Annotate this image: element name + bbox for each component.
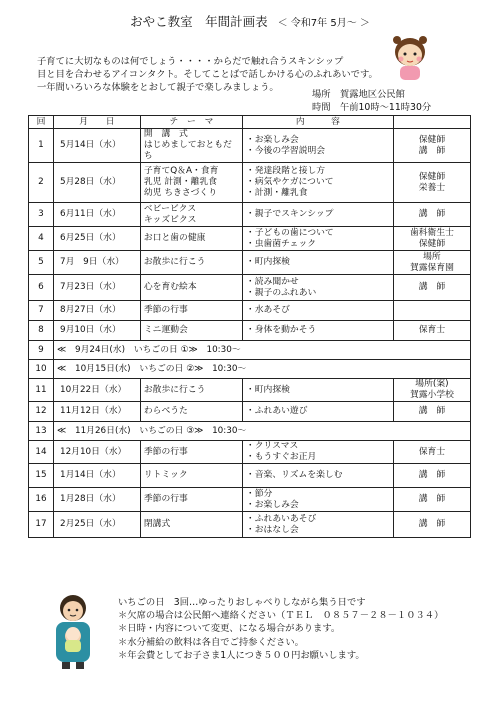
row-number: 13	[29, 422, 54, 441]
row-staff-line: 保健師	[418, 171, 446, 182]
row-theme-line: キッズビクス	[143, 214, 197, 225]
row-content	[242, 321, 393, 341]
row-number: 8	[29, 321, 54, 341]
intro-line: 一年間いろいろな体験をとおして親子で楽しみましょう。	[37, 82, 279, 93]
special-event-text: ≪ 11月26日(水) いちごの日 ③≫ 10:30～	[53, 422, 470, 441]
row-number: 7	[29, 301, 54, 321]
row-theme	[140, 379, 242, 402]
row-theme	[140, 464, 242, 488]
row-content	[242, 464, 393, 488]
footer-notes	[118, 596, 488, 662]
row-content-line: ・水あそび	[245, 305, 290, 315]
row-content	[242, 379, 393, 402]
footer-note: ＊水分補給の飲料は各自でご持参ください。	[118, 636, 304, 648]
row-content-line: ・今後の学習説明会	[245, 145, 326, 156]
row-staff	[393, 251, 470, 275]
row-staff-line: 保育士	[418, 446, 446, 457]
row-date: 2月25日（水）	[53, 512, 140, 538]
row-theme-line: 開 講 式	[143, 129, 188, 139]
row-staff-line: 講 師	[418, 494, 446, 504]
row-content-line: ・ふれあい遊び	[245, 406, 308, 416]
row-content	[242, 227, 393, 251]
row-theme-line: 子育てQ＆A・食育	[143, 166, 219, 176]
row-staff-line: 講 師	[418, 519, 446, 529]
row-theme-line: はじめましておともだち	[143, 140, 232, 161]
header-date: 月 日	[53, 116, 140, 129]
row-number: 12	[29, 402, 54, 422]
row-theme-line: ミニ運動会	[143, 325, 188, 335]
row-content-line: ・発達段階と接し方	[245, 166, 326, 176]
row-content	[242, 203, 393, 227]
footer-note: ＊欠席の場合は公民館へ連絡ください（ＴＥＬ ０８５７－２８－１０３４）	[118, 610, 444, 622]
row-content	[242, 488, 393, 512]
row-content-line: ・親子でスキンシップ	[245, 209, 334, 219]
row-theme-line: 幼児 ちきさづくり	[143, 188, 218, 198]
row-staff	[393, 203, 470, 227]
row-date: 7月 9日（水）	[53, 251, 140, 275]
row-date: 9月10日（水）	[53, 321, 140, 341]
row-theme	[140, 301, 242, 321]
table-row	[29, 129, 471, 163]
table-row	[29, 441, 471, 464]
row-date: 1月28日（水）	[53, 488, 140, 512]
row-content-line: ・町内探検	[245, 384, 290, 395]
row-content	[242, 512, 393, 538]
row-theme-line: お散歩に行こう	[143, 384, 206, 395]
special-event-text: ≪ 10月15日(水) いちごの日 ②≫ 10:30～	[53, 360, 470, 379]
table-header-row	[29, 116, 471, 129]
row-theme	[140, 441, 242, 464]
row-theme	[140, 129, 242, 163]
title-subtitle: ＜ 令和7年 5月～ ＞	[277, 18, 370, 29]
special-event-text: ≪ 9月24日(水) いちごの日 ①≫ 10:30～	[53, 341, 470, 360]
row-staff	[393, 464, 470, 488]
row-number: 4	[29, 227, 54, 251]
row-theme-line: 乳児 計測・離乳食	[143, 177, 218, 187]
row-staff-line: 講 師	[418, 209, 446, 219]
row-content-line: ・虫歯菌チェック	[245, 238, 317, 249]
place-time: 時間 午前10時～11時30分	[312, 102, 432, 113]
row-content	[242, 163, 393, 203]
row-content-line: ・音楽、リズムを楽しむ	[245, 470, 343, 480]
footer-note: ＊年会費としてお子さま1人につき５００円お願いします。	[118, 649, 365, 661]
row-theme-line: 季節の行事	[143, 446, 188, 457]
row-staff-line: 保育士	[418, 325, 446, 335]
row-theme	[140, 251, 242, 275]
row-staff-line: 講 師	[418, 282, 446, 292]
table-row	[29, 163, 471, 203]
row-theme-line: ベビービクス	[143, 203, 197, 214]
header-theme: テ ー マ	[140, 116, 242, 129]
row-staff	[393, 488, 470, 512]
special-event-row	[29, 422, 471, 441]
intro-line: 目と目を合わせるアイコンタクト。そしてことばで話しかける心のふれあいです。	[37, 69, 378, 80]
row-staff	[393, 402, 470, 422]
place-time-info	[312, 88, 431, 114]
row-number: 5	[29, 251, 54, 275]
row-content	[242, 301, 393, 321]
row-content-line: ・お楽しみ会	[245, 134, 299, 145]
row-content	[242, 129, 393, 163]
page-title	[0, 12, 500, 30]
row-staff	[393, 227, 470, 251]
row-content-line: ・町内探検	[245, 257, 290, 267]
row-staff	[393, 379, 470, 402]
row-staff	[393, 321, 470, 341]
special-event-row	[29, 341, 471, 360]
table-row	[29, 379, 471, 402]
row-staff-line: 歯科衛生士	[409, 227, 454, 238]
row-content-line: ・読み聞かせ	[245, 276, 299, 287]
row-content-line: ・計測・離乳食	[245, 188, 308, 198]
row-date: 10月22日（水）	[53, 379, 140, 402]
row-staff	[393, 275, 470, 301]
row-theme	[140, 227, 242, 251]
row-content-line: ・節分	[245, 488, 273, 499]
row-date: 1月14日（水）	[53, 464, 140, 488]
table-row	[29, 203, 471, 227]
row-staff	[393, 301, 470, 321]
row-staff	[393, 163, 470, 203]
row-theme-line: 心を育む絵本	[143, 282, 197, 292]
row-number: 16	[29, 488, 54, 512]
table-row	[29, 227, 471, 251]
row-content	[242, 275, 393, 301]
row-content-line: ・身体を動かそう	[245, 325, 317, 335]
row-number: 15	[29, 464, 54, 488]
row-theme-line: 閉講式	[143, 519, 171, 529]
table-row	[29, 512, 471, 538]
row-date: 11月12日（水）	[53, 402, 140, 422]
footer-note: ＊日時・内容について変更、になる場合があります。	[118, 623, 341, 635]
row-date: 7月23日（水）	[53, 275, 140, 301]
row-number: 6	[29, 275, 54, 301]
row-theme-line: 季節の行事	[143, 494, 188, 504]
title-text: おやこ教室 年間計画表	[130, 14, 268, 29]
row-date: 5月14日（水）	[53, 129, 140, 163]
row-number: 9	[29, 341, 54, 360]
row-theme	[140, 275, 242, 301]
row-number: 2	[29, 163, 54, 203]
row-theme	[140, 488, 242, 512]
intro-line: 子育てに大切なものは何でしょう・・・・からだで触れ合うスキンシップ	[37, 56, 344, 67]
row-theme-line: リトミック	[143, 470, 188, 480]
table-row	[29, 251, 471, 275]
row-number: 14	[29, 441, 54, 464]
row-staff-line: 保健師	[418, 134, 446, 145]
table-row	[29, 402, 471, 422]
row-staff-line: 講 師	[418, 470, 446, 480]
row-date: 6月25日（水）	[53, 227, 140, 251]
row-content-line: ・クリスマス	[245, 441, 299, 451]
row-staff	[393, 129, 470, 163]
row-content-line: ・おはなし会	[245, 524, 299, 535]
row-content	[242, 402, 393, 422]
place-location: 場所 賀露地区公民館	[312, 89, 405, 100]
footer-heading: いちごの日 3回…ゆったりおしゃべりしながら集う日です	[118, 597, 366, 608]
row-theme-line: 季節の行事	[143, 305, 188, 315]
table-row	[29, 275, 471, 301]
row-staff-line: 場所(案)	[415, 379, 449, 389]
row-theme	[140, 402, 242, 422]
row-theme-line: お散歩に行こう	[143, 257, 206, 267]
table-row	[29, 488, 471, 512]
row-staff-line: 賀露小学校	[409, 390, 454, 400]
row-date: 5月28日（水）	[53, 163, 140, 203]
row-number: 10	[29, 360, 54, 379]
row-staff	[393, 441, 470, 464]
row-staff-line: 栄養士	[418, 182, 446, 193]
row-date: 12月10日（水）	[53, 441, 140, 464]
row-number: 1	[29, 129, 54, 163]
header-content: 内 容	[242, 116, 393, 129]
table-row	[29, 321, 471, 341]
row-content-line: ・子どもの歯について	[245, 227, 334, 238]
row-staff	[393, 512, 470, 538]
row-theme-line: お口と歯の健康	[143, 233, 206, 243]
row-theme	[140, 321, 242, 341]
row-content-line: ・病気やケガについて	[245, 177, 334, 187]
row-content	[242, 441, 393, 464]
header-no: 回	[29, 116, 54, 129]
row-staff-line: 保健師	[418, 238, 446, 249]
header-staff	[393, 116, 470, 129]
row-staff-line: 講 師	[418, 406, 446, 416]
toddler-girl-illustration	[388, 32, 432, 84]
row-theme	[140, 512, 242, 538]
row-staff-line: 講 師	[418, 145, 446, 156]
row-staff-line: 場所	[423, 251, 441, 262]
table-row	[29, 301, 471, 321]
row-theme	[140, 163, 242, 203]
table-row	[29, 464, 471, 488]
row-date: 6月11日（水）	[53, 203, 140, 227]
row-number: 3	[29, 203, 54, 227]
row-content	[242, 251, 393, 275]
row-theme	[140, 203, 242, 227]
row-date: 8月27日（水）	[53, 301, 140, 321]
schedule-table	[28, 115, 471, 538]
row-content-line: ・もうすぐお正月	[245, 452, 317, 462]
row-staff-line: 賀露保育園	[409, 262, 454, 273]
parent-carrying-baby-illustration	[44, 590, 102, 670]
row-content-line: ・お楽しみ会	[245, 499, 299, 510]
row-number: 11	[29, 379, 54, 402]
row-content-line: ・ふれあいあそび	[245, 513, 317, 524]
row-content-line: ・親子のふれあい	[245, 287, 317, 298]
row-theme-line: わらべうた	[143, 406, 188, 416]
special-event-row	[29, 360, 471, 379]
row-number: 17	[29, 512, 54, 538]
